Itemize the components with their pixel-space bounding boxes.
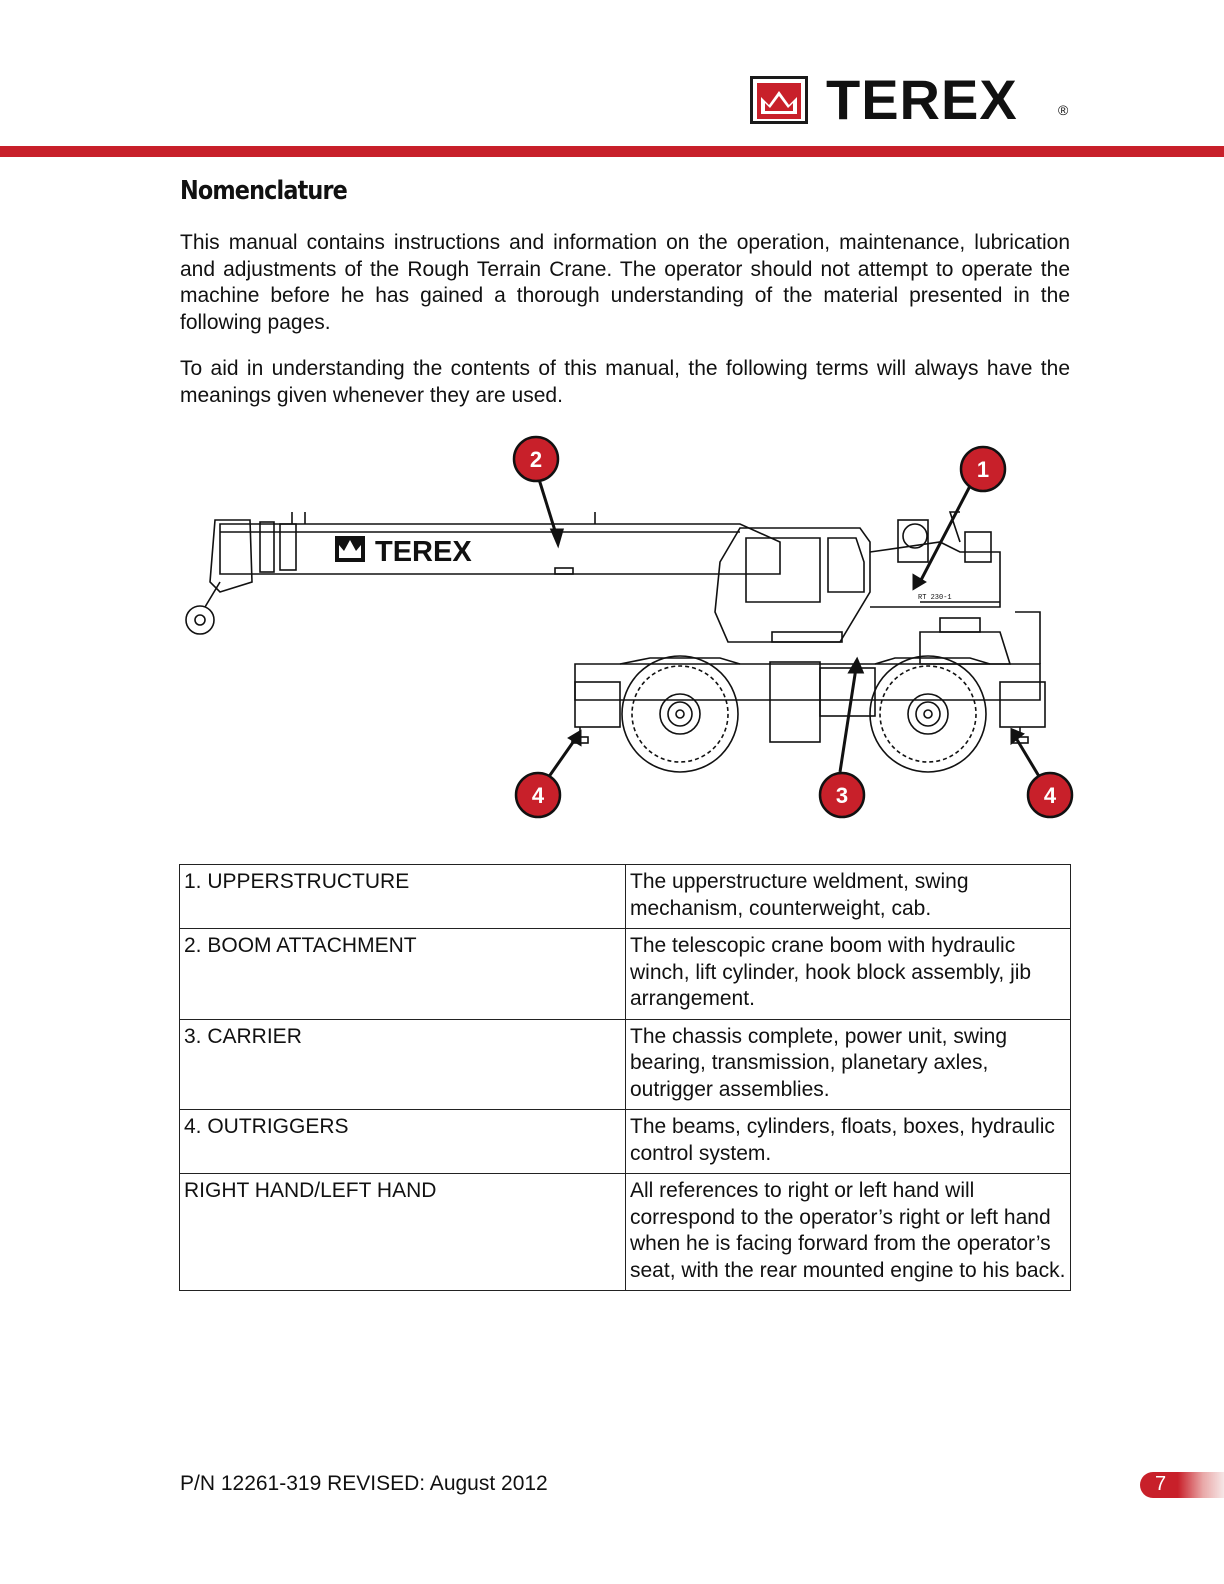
definition-cell: All references to right or left hand will correspond to the operator’s right or left hand when he is facing forward from the operator’s seat, with the rear mounted engine to his back.: [626, 1174, 1071, 1291]
callout-4-right: [1028, 773, 1072, 817]
boom-head: [186, 520, 296, 634]
header-rule: [0, 146, 1224, 157]
definition-cell: The upperstructure weldment, swing mechanism, counterweight, cab.: [626, 865, 1071, 929]
boom: [220, 512, 780, 574]
page-number-tab: [1140, 1472, 1224, 1498]
svg-text:4: 4: [531, 783, 545, 808]
nomenclature-table: [179, 864, 1071, 1291]
term-cell: 4. OUTRIGGERS: [180, 1110, 626, 1174]
operator-cab: [715, 528, 870, 642]
definition-cell: The beams, cylinders, floats, boxes, hydraulic control system.: [626, 1110, 1071, 1174]
svg-text:2: 2: [529, 447, 543, 472]
table-row: [180, 1110, 1071, 1174]
upperstructure: [870, 512, 1000, 607]
svg-text:1: 1: [976, 457, 990, 482]
terex-crown-icon: [750, 76, 808, 124]
rear-wheel: [870, 656, 986, 772]
terms-intro-paragraph: To aid in understanding the contents of this manual, the following terms will always have the meanings given whenever they are used.: [180, 357, 1070, 407]
registered-mark: ®: [1058, 102, 1069, 118]
callout-2: [514, 437, 558, 481]
intro-paragraph: This manual contains instructions and information on the operation, maintenance, lubrication and adjustments of the Rough Terrain Crane. The operator should not attempt to operate the machine before he has gained a thorough understanding of the material presented in the following pages.: [180, 231, 1070, 334]
table-row: [180, 929, 1071, 1020]
term-cell: 3. CARRIER: [180, 1019, 626, 1110]
front-wheel: [622, 656, 738, 772]
crane-diagram: [180, 432, 1080, 822]
svg-text:4: 4: [1043, 783, 1057, 808]
term-cell: 2. BOOM ATTACHMENT: [180, 929, 626, 1020]
callout-1: [961, 447, 1005, 491]
table-row: [180, 1174, 1071, 1291]
boom-logo: [335, 536, 472, 568]
page-number: 7: [1155, 1473, 1167, 1495]
table-row: [180, 865, 1071, 929]
model-plate: RT 230-1: [918, 594, 952, 602]
term-cell: RIGHT HAND/LEFT HAND: [180, 1174, 626, 1291]
table-row: [180, 1019, 1071, 1110]
page-title: Nomenclature: [180, 176, 347, 206]
brand-name: TEREX: [826, 68, 1018, 131]
svg-text:TEREX: TEREX: [375, 536, 472, 568]
terex-logo: [750, 68, 1080, 131]
callout-3: [820, 773, 864, 817]
term-cell: 1. UPPERSTRUCTURE: [180, 865, 626, 929]
footer-part-number: P/N 12261-319 REVISED: August 2012: [180, 1472, 548, 1495]
definition-cell: The telescopic crane boom with hydraulic winch, lift cylinder, hook block assembly, jib arrangement.: [626, 929, 1071, 1020]
definition-cell: The chassis complete, power unit, swing bearing, transmission, planetary axles, outrigger assemblies.: [626, 1019, 1071, 1110]
svg-text:3: 3: [835, 783, 849, 808]
callout-4-left: [516, 773, 560, 817]
